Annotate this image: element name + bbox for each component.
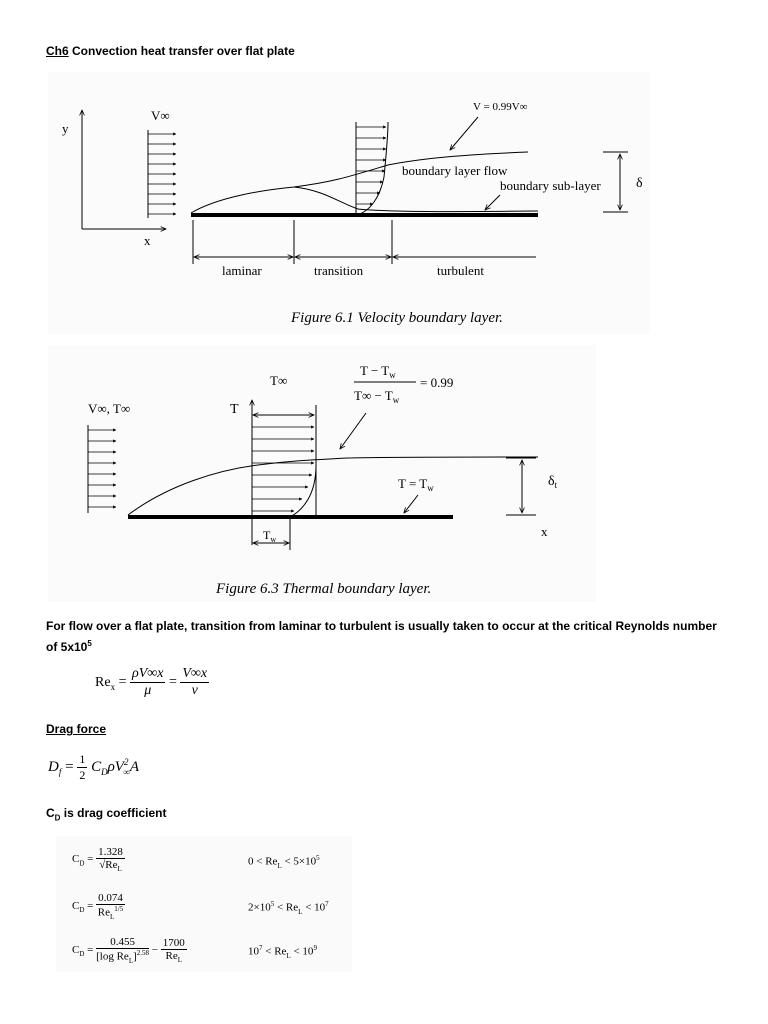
turbulent-profile-curve — [356, 122, 388, 215]
cd-row-1-formula: $C_D$ = $\frac{1.328}{√Re_L}$ — [72, 846, 123, 874]
ratio-numerator: $T - T_w$ — [360, 363, 396, 380]
laminar-label: laminar — [222, 263, 262, 278]
wall-temp-pointer — [404, 495, 418, 513]
figure-thermal-boundary-layer — [48, 345, 596, 602]
turbulent-label: turbulent — [437, 263, 484, 278]
drag-coefficient-table — [56, 836, 352, 972]
y-axis-label: y — [62, 121, 69, 136]
reynolds-fraction-2: $\frac{V\infty x}{\nu}$ — [182, 666, 208, 698]
paragraph-text: For flow over a flat plate, transition from laminar to turbulent is usually taken to occur at the critical Reynolds number of 5x10 — [46, 619, 717, 654]
edge-pointer — [450, 117, 478, 150]
freestream-label: V∞, T∞ — [88, 401, 131, 416]
reynolds-equation: $Re_x$ = $\frac{\rho V\infty x}{\mu}$ = $\frac{V\infty x}{\nu}$ — [95, 666, 208, 698]
cd-row-2-formula: $C_D$ = $\frac{0.074}{Re_L^{1/5}}$ — [72, 892, 124, 921]
freestream-arrows — [148, 134, 176, 214]
drag-equation: $D_f$ = $\frac{1}{2}$ $C_D\rho V^2_\infty A$ — [48, 752, 140, 782]
edge-ratio-formula — [354, 363, 453, 405]
cd-row-2-range: $2\times 10^5 < Re_L < 10^7$ — [248, 900, 329, 916]
velocity-boundary-layer-diagram — [48, 72, 650, 334]
cd-row-1-range: $0 < Re_L < 5\times 10^5$ — [248, 854, 320, 870]
reynolds-lhs: $Re_x$ — [95, 674, 116, 692]
cd-row-3-fraction-2: $\frac{1700}{Re_L}$ — [162, 936, 185, 965]
critical-reynolds-paragraph — [46, 617, 726, 656]
cd-row-3-formula: $C_D$ = $\frac{0.455}{[\log Re_L]^{2.58}}$ − $\frac{1700}{Re_L}$ — [72, 936, 185, 965]
figure2-caption: Figure 6.3 Thermal boundary layer. — [216, 581, 432, 597]
cd-row-1-fraction: $\frac{1.328}{√Re_L}$ — [98, 846, 123, 874]
drag-lhs: $D_f$ — [48, 758, 62, 777]
figure-velocity-boundary-layer — [48, 72, 650, 334]
x-axis-label: x — [144, 233, 151, 248]
drag-rhs: $C_D\rho V^2_\infty A$ — [91, 756, 140, 777]
ratio-denominator: $T\infty - T_w$ — [354, 388, 400, 405]
tw-label: $T_w$ — [263, 528, 277, 544]
reynolds-fraction-1: $\frac{\rho V\infty x}{\mu}$ — [131, 666, 164, 698]
delta-t-label: $\delta_t$ — [548, 474, 558, 490]
drag-half-fraction: $\frac{1}{2}$ — [79, 752, 86, 782]
turbulent-profile-arrows — [356, 127, 386, 204]
x-axis-label: x — [541, 524, 548, 539]
t-inf-label: T∞ — [270, 373, 288, 388]
wall-temp-label: $T = T_w$ — [398, 476, 434, 493]
thermal-layer-edge — [128, 457, 538, 515]
freestream-arrows — [88, 430, 116, 507]
cd-row-3-range: $10^7 < Re_L < 10^9$ — [248, 944, 317, 960]
t-profile-curve — [290, 465, 316, 517]
edge-velocity-label: V = 0.99V∞ — [473, 101, 528, 113]
page-heading — [46, 44, 295, 58]
edge-pointer — [340, 413, 366, 449]
t-axis-label: T — [230, 402, 239, 417]
cd-row-3-fraction-1: $\frac{0.455}{[\log Re_L]^{2.58}}$ — [96, 936, 150, 965]
chapter-label: Ch6 — [46, 44, 69, 58]
boundary-layer-flow-label: boundary layer flow — [402, 163, 508, 178]
transition-label: transition — [314, 263, 364, 278]
sub-layer-pointer — [485, 195, 500, 210]
freestream-label: V∞ — [151, 108, 170, 123]
ratio-value: = 0.99 — [420, 375, 454, 390]
paragraph-exponent: 5 — [87, 639, 92, 648]
chapter-title: Convection heat transfer over flat plate — [72, 44, 295, 58]
drag-coefficient-note: $C_D$ is drag coefficient — [46, 806, 167, 823]
cd-row-2-fraction: $\frac{0.074}{Re_L^{1/5}}$ — [97, 892, 124, 921]
sub-layer-label: boundary sub-layer — [500, 178, 601, 193]
drag-force-heading: Drag force — [46, 722, 107, 736]
figure1-caption: Figure 6.1 Velocity boundary layer. — [291, 310, 503, 326]
thermal-boundary-layer-diagram — [48, 345, 596, 602]
thermal-profile-arrows — [252, 427, 314, 511]
delta-label: δ — [636, 176, 643, 191]
